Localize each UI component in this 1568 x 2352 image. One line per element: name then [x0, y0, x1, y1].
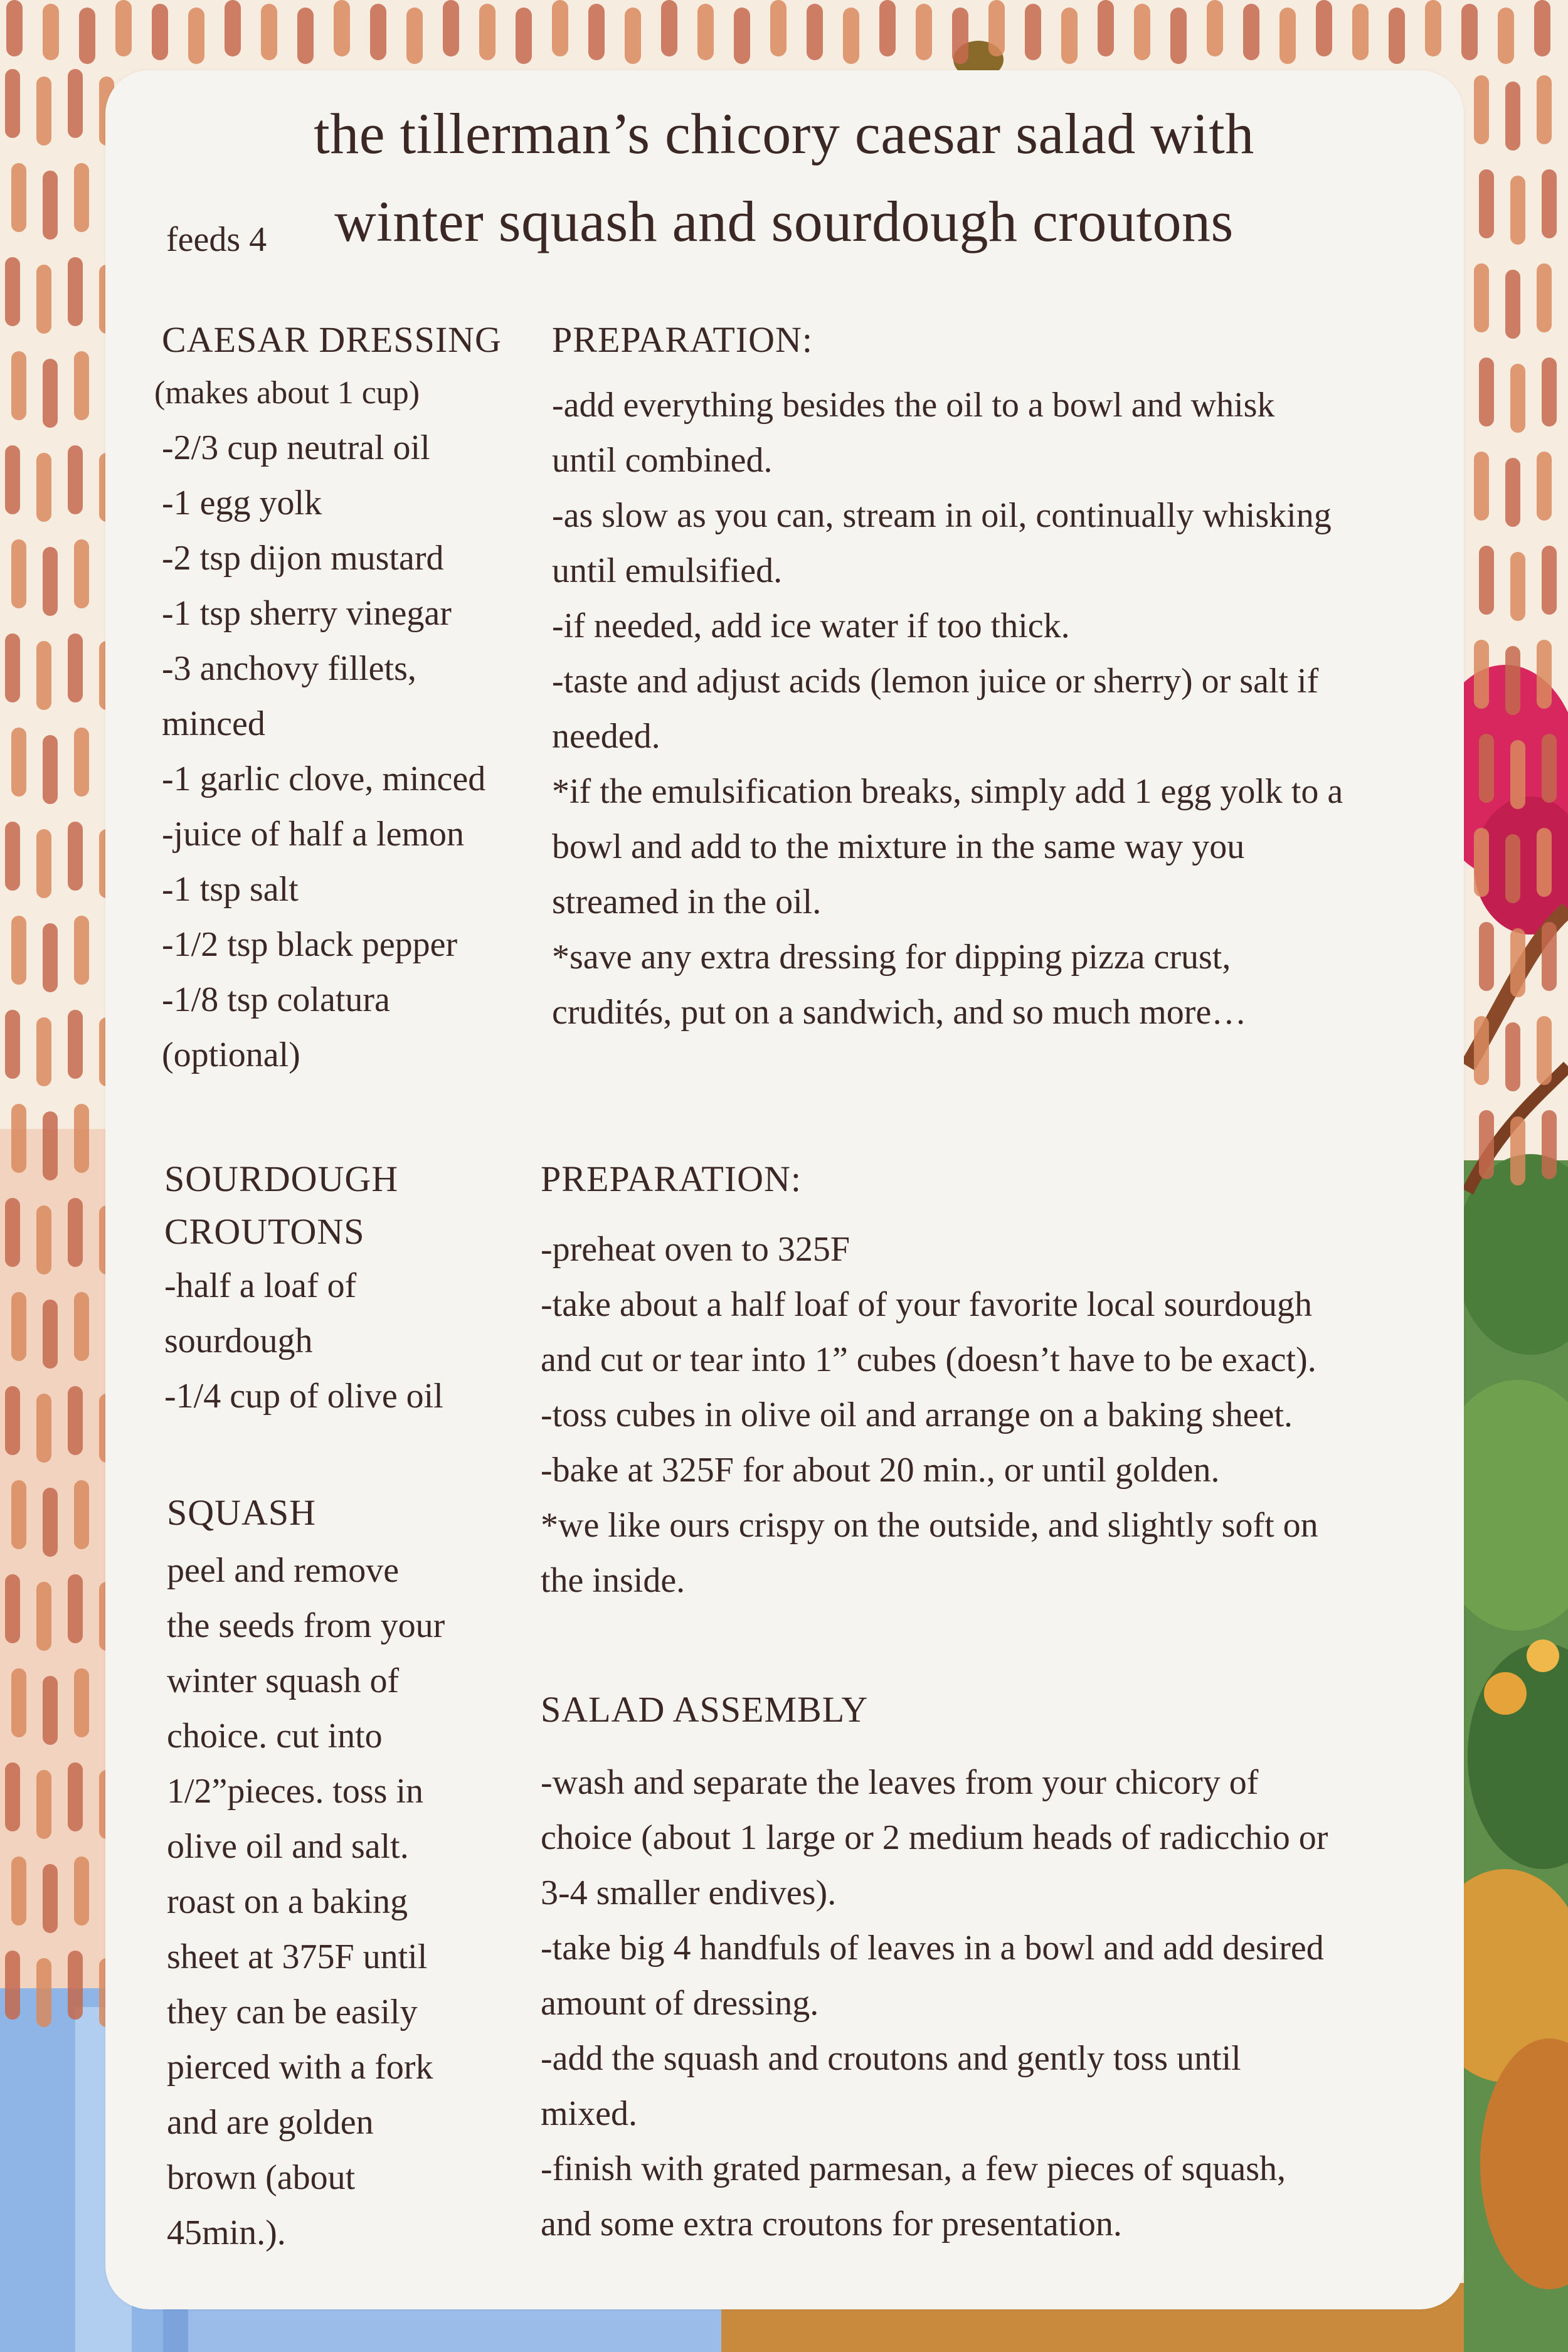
brush-stroke — [43, 1300, 58, 1369]
squash-line: pierced with a fork — [167, 2048, 433, 2087]
brush-stroke — [5, 633, 20, 702]
brush-stroke — [68, 1951, 83, 2020]
brush-stroke — [516, 8, 532, 64]
dressing-prep-heading: PREPARATION: — [552, 319, 813, 360]
assembly-line: -wash and separate the leaves from your chicory of — [541, 1763, 1259, 1802]
brush-stroke — [1542, 546, 1557, 615]
prep-line: *if the emulsification breaks, simply add 1 egg yolk to a — [552, 772, 1343, 811]
prep-line: until combined. — [552, 441, 773, 480]
brush-stroke — [68, 1010, 83, 1079]
brush-stroke — [1537, 1016, 1552, 1085]
brush-stroke — [36, 1582, 51, 1651]
list-item: -1/8 tsp colatura — [162, 980, 390, 1019]
brush-stroke — [770, 0, 787, 56]
brush-stroke — [43, 4, 59, 60]
list-item: -half a loaf of — [164, 1266, 357, 1305]
prep-line: streamed in the oil. — [552, 882, 822, 921]
brush-stroke — [879, 0, 896, 56]
brush-stroke — [1474, 640, 1489, 709]
squash-section — [167, 1486, 518, 2260]
brush-stroke — [843, 8, 859, 64]
list-item: -juice of half a lemon — [162, 815, 465, 854]
brush-stroke — [74, 728, 89, 797]
brush-stroke — [36, 1017, 51, 1086]
brush-stroke — [406, 8, 423, 64]
brush-stroke — [74, 1292, 89, 1361]
prep-line: -taste and adjust acids (lemon juice or sherry) or salt if — [552, 662, 1319, 701]
assembly-line: and some extra croutons for presentation. — [541, 2205, 1122, 2243]
brush-stroke — [74, 1668, 89, 1737]
squash-line: choice. cut into — [167, 1717, 383, 1756]
brush-stroke — [1389, 8, 1405, 64]
squash-line: 45min.). — [167, 2213, 286, 2252]
brush-stroke — [36, 1205, 51, 1274]
recipe-title-line1: the tillerman’s chicory caesar salad with — [314, 102, 1254, 166]
brush-stroke — [43, 547, 58, 616]
brush-stroke — [68, 1198, 83, 1267]
brush-stroke — [36, 453, 51, 522]
brush-stroke — [334, 0, 350, 56]
brush-stroke — [1505, 834, 1520, 903]
brush-stroke — [734, 8, 750, 64]
brush-stroke — [807, 4, 823, 60]
prep-line: -take about a half loaf of your favorite local sourdough — [541, 1285, 1313, 1324]
brush-stroke — [11, 351, 26, 420]
brush-stroke — [1474, 1016, 1489, 1085]
brush-stroke — [1510, 740, 1525, 809]
brush-stroke — [74, 351, 89, 420]
brush-stroke — [1534, 0, 1550, 56]
brush-stroke — [916, 4, 932, 60]
prep-line: -as slow as you can, stream in oil, continually whisking — [552, 496, 1332, 535]
brush-stroke — [1243, 4, 1259, 60]
salad-assembly — [541, 1683, 1444, 2252]
brush-stroke — [1510, 364, 1525, 433]
brush-stroke — [68, 1762, 83, 1831]
croutons-preparation — [541, 1153, 1444, 1608]
croutons-prep-heading: PREPARATION: — [541, 1158, 802, 1199]
prep-line: and cut or tear into 1” cubes (doesn’t have to be exact). — [541, 1340, 1316, 1379]
brush-stroke — [5, 445, 20, 514]
squash-line: olive oil and salt. — [167, 1827, 409, 1866]
brush-stroke — [11, 539, 26, 608]
brush-stroke — [1134, 4, 1150, 60]
assembly-line: amount of dressing. — [541, 1984, 819, 2023]
brush-stroke — [5, 822, 20, 891]
squash-line: 1/2”pieces. toss in — [167, 1772, 424, 1811]
brush-stroke — [1537, 640, 1552, 709]
brush-stroke — [43, 1111, 58, 1180]
prep-line: bowl and add to the mixture in the same way you — [552, 827, 1245, 866]
brush-stroke — [1542, 1110, 1557, 1179]
brush-stroke — [74, 1857, 89, 1926]
brush-stroke — [115, 0, 132, 56]
squash-line: peel and remove — [167, 1551, 400, 1590]
brush-stroke — [43, 1864, 58, 1933]
brush-stroke — [11, 1292, 26, 1361]
brush-stroke — [5, 257, 20, 326]
brush-stroke — [11, 916, 26, 985]
dressing-preparation — [552, 314, 1443, 1040]
brush-stroke — [1510, 1116, 1525, 1185]
croutons-heading-line2: CROUTONS — [164, 1211, 365, 1252]
squash-line: and are golden — [167, 2103, 374, 2142]
brush-stroke — [11, 1857, 26, 1926]
brush-stroke — [152, 4, 168, 60]
brush-stroke — [1474, 263, 1489, 332]
brush-stroke — [11, 163, 26, 232]
dressing-yield-note: (makes about 1 cup) — [154, 375, 420, 411]
brush-stroke — [1316, 0, 1332, 56]
brush-stroke — [11, 1104, 26, 1173]
brush-stroke — [1098, 0, 1114, 56]
brush-stroke — [74, 539, 89, 608]
prep-line: the inside. — [541, 1561, 686, 1600]
brush-stroke — [1505, 646, 1520, 715]
brush-stroke — [74, 163, 89, 232]
croutons-ingredients — [164, 1153, 516, 1424]
list-item: (optional) — [162, 1036, 300, 1074]
brush-stroke — [5, 1951, 20, 2020]
brush-stroke — [661, 0, 677, 56]
brush-stroke — [68, 633, 83, 702]
prep-line: *save any extra dressing for dipping pizza crust, — [552, 938, 1231, 977]
brush-stroke — [1170, 8, 1187, 64]
brush-stroke — [1479, 358, 1494, 426]
prep-line: needed. — [552, 717, 660, 756]
brush-stroke — [36, 1770, 51, 1839]
brush-stroke — [43, 1676, 58, 1745]
brush-stroke — [1474, 452, 1489, 521]
brush-stroke — [68, 822, 83, 891]
brush-stroke — [5, 1010, 20, 1079]
list-item: -1 tsp sherry vinegar — [162, 594, 452, 633]
brush-stroke — [479, 4, 495, 60]
brush-stroke — [1061, 8, 1078, 64]
brush-stroke — [1474, 828, 1489, 897]
brush-stroke — [68, 1386, 83, 1455]
croutons-heading-line1: SOURDOUGH — [164, 1158, 399, 1199]
brush-stroke — [68, 445, 83, 514]
brush-stroke — [43, 1488, 58, 1557]
brush-stroke — [74, 1480, 89, 1549]
brush-stroke — [1479, 546, 1494, 615]
brush-stroke — [297, 8, 314, 64]
brush-stroke — [5, 69, 20, 138]
brush-stroke — [1479, 169, 1494, 238]
squash-line: winter squash of — [167, 1661, 400, 1700]
brush-stroke — [1505, 82, 1520, 151]
brush-stroke — [1537, 263, 1552, 332]
brush-stroke — [36, 77, 51, 146]
squash-line: roast on a baking — [167, 1882, 408, 1921]
brush-stroke — [225, 0, 241, 56]
brush-stroke — [5, 1198, 20, 1267]
assembly-line: -finish with grated parmesan, a few pieces of squash, — [541, 2149, 1286, 2188]
brush-stroke — [43, 923, 58, 992]
servings-label: feeds 4 — [166, 220, 267, 259]
brush-stroke — [1479, 1110, 1494, 1179]
brush-stroke — [552, 0, 568, 56]
brush-stroke — [36, 265, 51, 334]
brush-stroke — [1505, 458, 1520, 527]
brush-stroke — [1542, 734, 1557, 803]
brush-stroke — [1537, 452, 1552, 521]
brush-stroke — [11, 728, 26, 797]
prep-line: -bake at 325F for about 20 min., or until golden. — [541, 1451, 1220, 1490]
brush-stroke — [5, 1762, 20, 1831]
list-item: -2 tsp dijon mustard — [162, 539, 444, 578]
prep-line: until emulsified. — [552, 551, 783, 590]
brush-stroke — [68, 257, 83, 326]
brush-stroke — [36, 1958, 51, 2027]
brush-stroke — [36, 1394, 51, 1463]
brush-stroke — [1505, 1022, 1520, 1091]
brush-stroke — [1542, 922, 1557, 991]
brush-stroke — [188, 8, 204, 64]
brush-stroke — [1461, 4, 1478, 60]
brush-stroke — [6, 0, 23, 56]
brush-stroke — [11, 1668, 26, 1737]
brush-stroke — [36, 641, 51, 710]
squash-line: brown (about — [167, 2158, 356, 2197]
brush-stroke — [1510, 176, 1525, 245]
brush-stroke — [1207, 0, 1223, 56]
brush-stroke — [1498, 8, 1514, 64]
prep-line: -toss cubes in olive oil and arrange on a baking sheet. — [541, 1396, 1293, 1434]
dressing-ingredient-list — [162, 420, 538, 1083]
list-item: -1/4 cup of olive oil — [164, 1377, 443, 1416]
squash-line: the seeds from your — [167, 1606, 445, 1645]
brush-stroke — [1537, 828, 1552, 897]
brush-stroke — [1479, 734, 1494, 803]
brush-stroke — [1505, 270, 1520, 339]
brush-stroke — [370, 4, 386, 60]
assembly-line: -take big 4 handfuls of leaves in a bowl and add desired — [541, 1929, 1324, 1968]
brush-stroke — [952, 8, 968, 64]
list-item: -2/3 cup neutral oil — [162, 428, 430, 467]
brush-stroke — [1425, 0, 1441, 56]
assembly-line: choice (about 1 large or 2 medium heads of radicchio or — [541, 1818, 1328, 1857]
squash-line: they can be easily — [167, 1993, 418, 2032]
brush-stroke — [1542, 358, 1557, 426]
brush-stroke — [5, 1386, 20, 1455]
prep-line: -if needed, add ice water if too thick. — [552, 607, 1070, 645]
prep-line: -preheat oven to 325F — [541, 1230, 850, 1269]
list-item: -3 anchovy fillets, — [162, 649, 416, 688]
prep-line: crudités, put on a sandwich, and so much more… — [552, 993, 1247, 1032]
brush-stroke — [1479, 922, 1494, 991]
brush-stroke — [43, 735, 58, 804]
brush-stroke — [68, 1574, 83, 1643]
brush-stroke — [443, 0, 459, 56]
brush-stroke — [43, 359, 58, 428]
assembly-heading: SALAD ASSEMBLY — [541, 1689, 869, 1730]
brush-stroke — [988, 0, 1005, 56]
assembly-line: -add the squash and croutons and gently toss until — [541, 2039, 1241, 2078]
brush-stroke — [11, 1480, 26, 1549]
dressing-heading: CAESAR DRESSING — [162, 319, 502, 360]
brush-stroke — [74, 916, 89, 985]
brush-stroke — [1510, 552, 1525, 621]
list-item: -1 egg yolk — [162, 484, 322, 522]
brush-stroke — [697, 4, 714, 60]
list-item: -1/2 tsp black pepper — [162, 925, 458, 964]
brush-stroke — [1542, 169, 1557, 238]
squash-line: sheet at 375F until — [167, 1937, 428, 1976]
brush-stroke — [1279, 8, 1296, 64]
assembly-line: 3-4 smaller endives). — [541, 1873, 837, 1912]
prep-line: *we like ours crispy on the outside, and slightly soft on — [541, 1506, 1318, 1545]
brush-stroke — [1510, 928, 1525, 997]
brush-stroke — [43, 171, 58, 240]
brush-stroke — [79, 8, 95, 64]
brush-stroke — [1025, 4, 1041, 60]
list-item: sourdough — [164, 1322, 313, 1360]
brush-stroke — [588, 4, 605, 60]
list-item: -1 garlic clove, minced — [162, 760, 486, 798]
brush-stroke — [68, 69, 83, 138]
dressing-ingredients — [154, 314, 538, 1083]
squash-heading: SQUASH — [167, 1492, 317, 1533]
brush-stroke — [74, 1104, 89, 1173]
assembly-line: mixed. — [541, 2094, 637, 2133]
list-item: -1 tsp salt — [162, 870, 299, 909]
brush-stroke — [1352, 4, 1369, 60]
brush-stroke — [36, 829, 51, 898]
brush-stroke — [1474, 75, 1489, 144]
list-item: minced — [162, 704, 265, 743]
recipe-title-line2: winter squash and sourdough croutons — [334, 189, 1234, 253]
brush-stroke — [261, 4, 277, 60]
brush-stroke — [5, 1574, 20, 1643]
prep-line: -add everything besides the oil to a bowl and whisk — [552, 386, 1275, 425]
brush-stroke — [1537, 75, 1552, 144]
brush-stroke — [625, 8, 641, 64]
